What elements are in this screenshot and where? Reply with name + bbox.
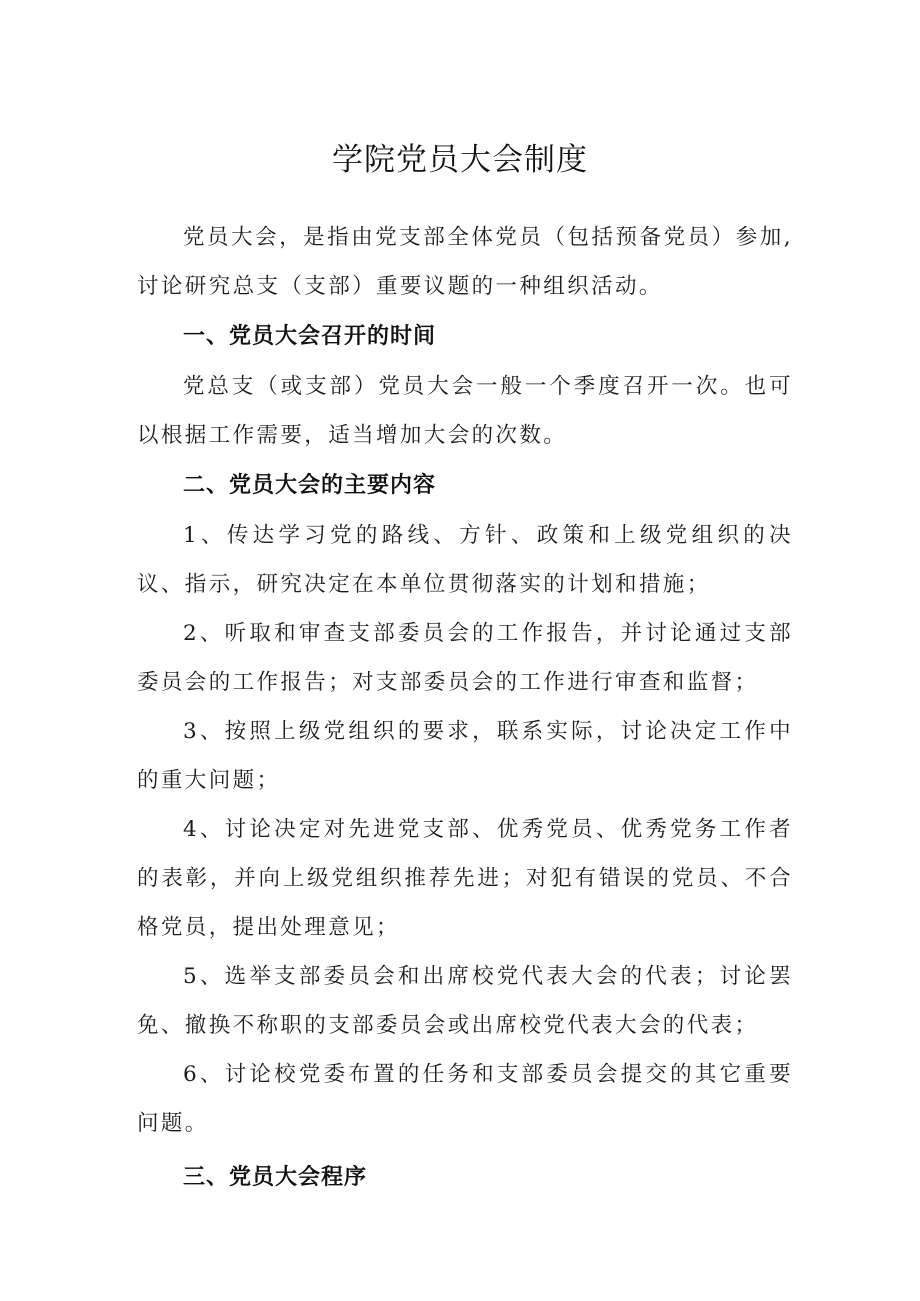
section-time-paragraph: 党总支（或支部）党员大会一般一个季度召开一次。也可以根据工作需要，适当增加大会的次数。 xyxy=(137,374,793,448)
section-heading-procedure: 三、党员大会程序 xyxy=(183,1165,368,1190)
content-item-6: 6、讨论校党委布置的任务和支部委员会提交的其它重要问题。 xyxy=(137,1062,793,1136)
content-item-3: 3、按照上级党组织的要求，联系实际，讨论决定工作中的重大问题； xyxy=(137,719,793,793)
section-heading-time: 一、党员大会召开的时间 xyxy=(183,324,437,349)
document-title: 学院党员大会制度 xyxy=(332,142,588,178)
content-item-2: 2、听取和审查支部委员会的工作报告，并讨论通过支部委员会的工作报告；对支部委员会的工作进行审查和监督； xyxy=(137,621,793,695)
intro-paragraph: 党员大会，是指由党支部全体党员（包括预备党员）参加,讨论研究总支（支部）重要议题的一种组织活动。 xyxy=(137,225,793,299)
content-item-1: 1、传达学习党的路线、方针、政策和上级党组织的决议、指示，研究决定在本单位贯彻落实的计划和措施； xyxy=(137,523,793,597)
content-item-4: 4、讨论决定对先进党支部、优秀党员、优秀党务工作者的表彰，并向上级党组织推荐先进；对犯有错误的党员、不合格党员，提出处理意见； xyxy=(137,817,793,940)
content-item-5: 5、选举支部委员会和出席校党代表大会的代表；讨论罢免、撤换不称职的支部委员会或出席校党代表大会的代表； xyxy=(137,964,793,1038)
section-heading-content: 二、党员大会的主要内容 xyxy=(183,473,437,498)
document-body xyxy=(137,213,793,1203)
